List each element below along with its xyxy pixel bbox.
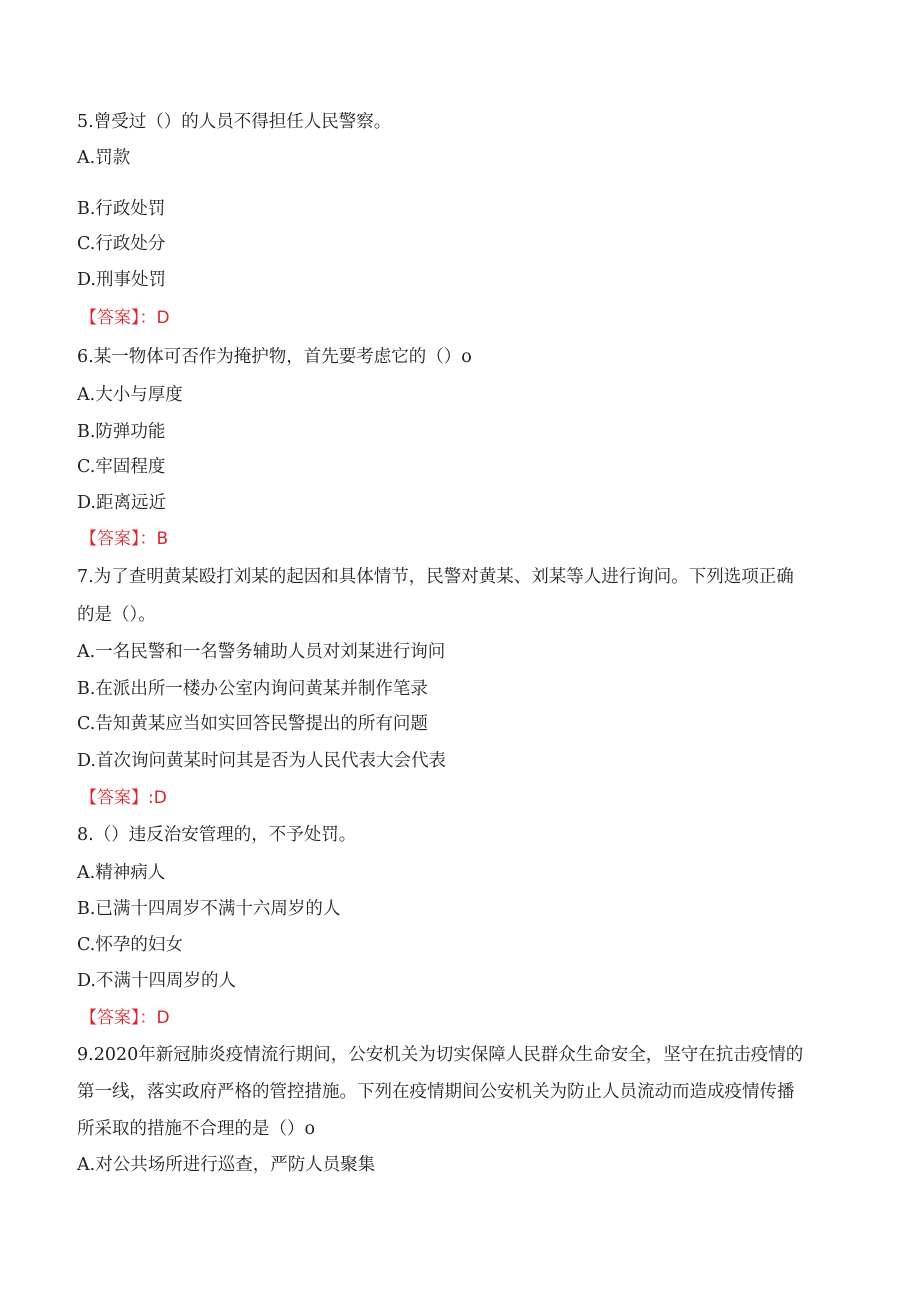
question-5-option-d: D.刑事处罚 (77, 270, 166, 290)
question-7-option-d: D.首次询问黄某时问其是否为人民代表大会代表 (77, 751, 446, 771)
question-8-option-b: B.已满十四周岁不满十六周岁的人 (77, 899, 341, 919)
question-6-option-b: B.防弹功能 (77, 422, 166, 442)
question-6-option-a: A.大小与厚度 (77, 385, 183, 405)
question-5-answer: 【答案】：D (80, 308, 170, 328)
question-8-option-c: C.怀孕的妇女 (77, 935, 183, 955)
question-6-option-d: D.距离远近 (77, 493, 166, 513)
question-7-stem-line-1: 7.为了查明黄某殴打刘某的起因和具体情节，民警对黄某、刘某等人进行询问。下列选项正确 (77, 567, 794, 587)
question-7-stem-line-2: 的是（）。 (77, 605, 156, 625)
question-8-option-a: A.精神病人 (77, 863, 166, 883)
question-5-option-b: B.行政处罚 (77, 199, 166, 219)
question-6-stem: 6.某一物体可否作为掩护物，首先要考虑它的（）o (77, 347, 472, 367)
question-8-stem: 8.（）违反治安管理的，不予处罚。 (77, 825, 357, 845)
question-7-option-b: B.在派出所一楼办公室内询问黄某并制作笔录 (77, 679, 428, 699)
question-5-option-a: A.罚款 (77, 148, 131, 168)
question-9-stem-line-1: 9.2020年新冠肺炎疫情流行期间，公安机关为切实保障人民群众生命安全，坚守在抗击疫情的 (77, 1045, 804, 1065)
question-6-option-c: C.牢固程度 (77, 457, 166, 477)
question-7-answer: 【答案】:D (80, 788, 167, 808)
question-8-option-d: D.不满十四周岁的人 (77, 971, 236, 991)
question-5-option-c: C.行政处分 (77, 234, 166, 254)
question-7-option-c: C.告知黄某应当如实回答民警提出的所有问题 (77, 714, 428, 734)
question-9-option-a: A.对公共场所进行巡查，严防人员聚集 (77, 1155, 376, 1175)
question-7-option-a: A.一名民警和一名警务辅助人员对刘某进行询问 (77, 642, 446, 662)
question-6-answer: 【答案】：B (80, 529, 169, 549)
question-5-stem: 5.曾受过（）的人员不得担任人民警察。 (77, 112, 392, 132)
question-9-stem-line-3: 所采取的措施不合理的是（）o (77, 1119, 316, 1139)
question-9-stem-line-2: 第一线，落实政府严格的管控措施。下列在疫情期间公安机关为防止人员流动而造成疫情传播 (77, 1082, 795, 1102)
question-8-answer: 【答案】：D (80, 1008, 170, 1028)
